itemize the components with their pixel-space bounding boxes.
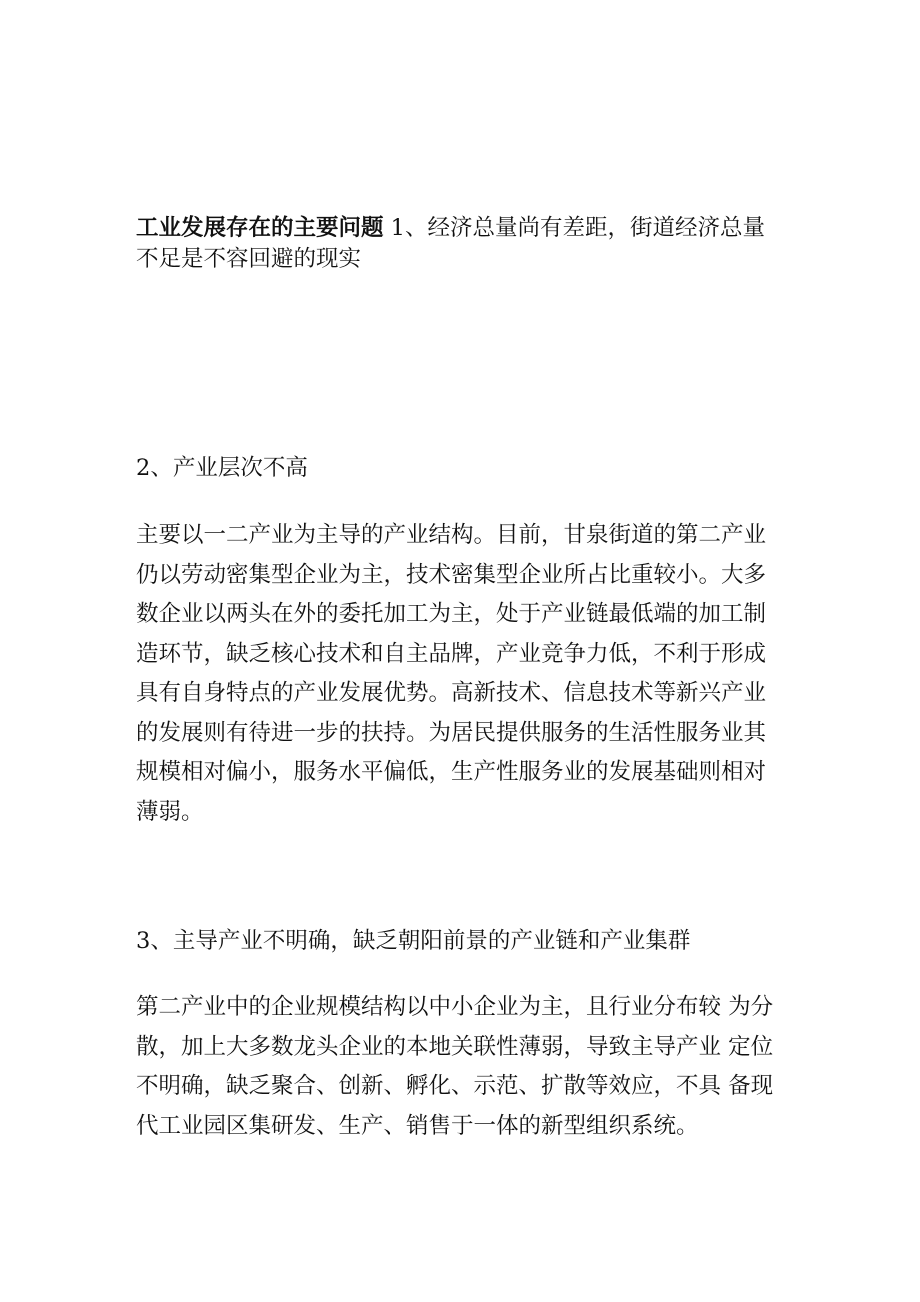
intro-heading: 工业发展存在的主要问题 bbox=[136, 215, 384, 241]
intro-paragraph bbox=[136, 213, 786, 275]
intro-text: 1、经济总量尚有差距，街道经济总量不足是不容回避的现实 bbox=[136, 215, 765, 272]
section-3-body: 第二产业中的企业规模结构以中小企业为主，且行业分布较 为分散，加上大多数龙头企业的本地关联性薄弱，导致主导产业 定位不明确，缺乏聚合、创新、孵化、示范、扩散等效应，不具 备现代工业园区集研发、生产、销售于一体的新型组织系统。 bbox=[136, 994, 774, 1139]
section-2-title: 2、产业层次不高 bbox=[136, 455, 308, 481]
section-3-title: 3、主导产业不明确，缺乏朝阳前景的产业链和产业集群 bbox=[136, 928, 691, 954]
section-2-body: 主要以一二产业为主导的产业结构。目前，甘泉街道的第二产业仍以劳动密集型企业为主，技术密集型企业所占比重较小。大多数企业以两头在外的委托加工为主，处于产业链最低端的加工制造环节，缺乏核心技术和自主品牌，产业竞争力低，不利于形成具有自身特点的产业发展优势。高新技术、信息技术等新兴产业的发展则有待进一步的扶持。为居民提供服务的生活性服务业其规模相对偏小，服务水平偏低，生产性服务业的发展基础则相对薄弱。 bbox=[136, 522, 767, 825]
